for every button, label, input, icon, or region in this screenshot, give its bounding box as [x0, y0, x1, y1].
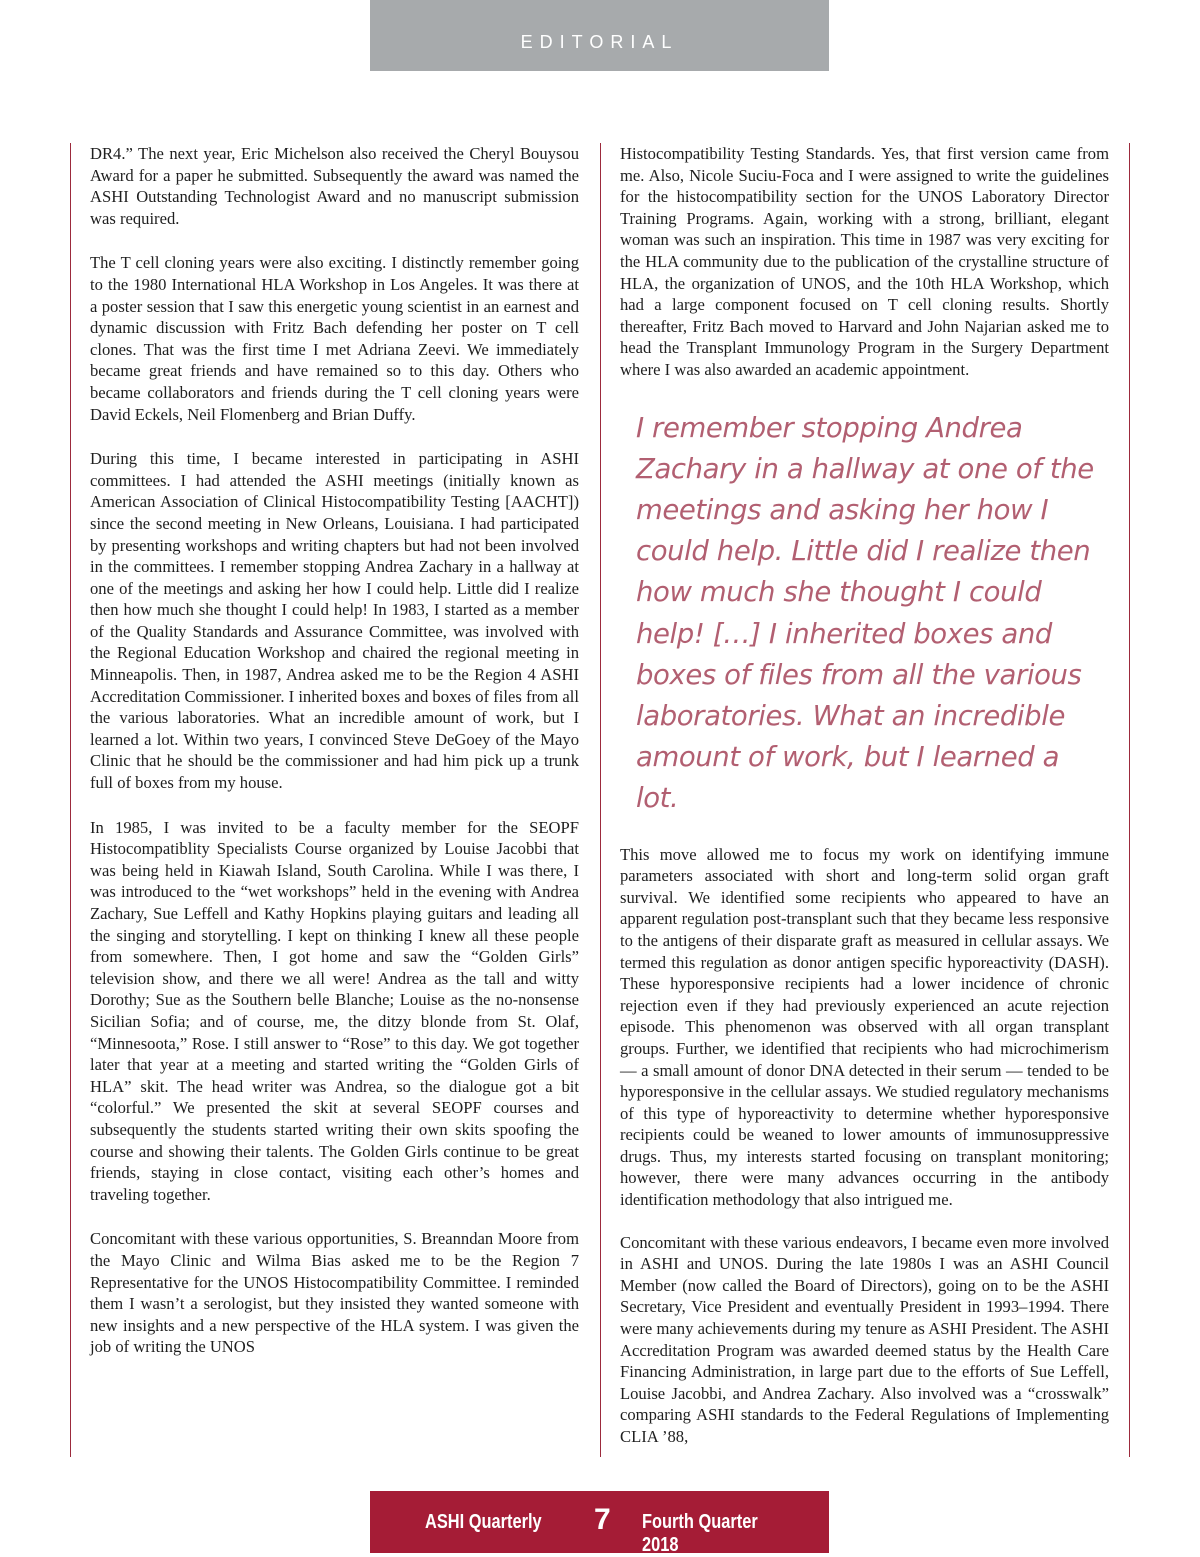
column-divider-rule [600, 143, 601, 1457]
issue-date: Fourth Quarter 2018 [642, 1511, 758, 1556]
right-margin-rule [1129, 143, 1130, 1457]
left-column [90, 143, 579, 1381]
left-margin-rule [70, 143, 71, 1457]
body-paragraph: Histocompatibility Testing Standards. Yes, that first version came from me. Also, Nicole Suciu-Foca and I were assigned to write the guidelines for the histocompatibility section for the UNOS Laboratory Director Training Programs. Again, working with a strong, brilliant, elegant woman was such an inspiration. This time in 1987 was very exciting for the HLA community due to the publication of the crystalline structure of HLA, the organization of UNOS, and the 10th HLA Workshop, which had a large component focused on T cell cloning results. Shortly thereafter, Fritz Bach moved to Harvard and John Najarian asked me to head the Transplant Immunology Program in the Surgery Department where I was also awarded an academic appointment. [620, 144, 1109, 379]
body-paragraph: The T cell cloning years were also exciting. I distinctly remember going to the 1980 International HLA Workshop in Los Angeles. It was there at a poster session that I saw this energetic young scientist in an earnest and dynamic discussion with Fritz Bach defending her poster on T cell clones. That was the first time I met Adriana Zeevi. We immediately became great friends and have remained so to this day. Others who became collaborators and friends during the T cell cloning years were David Eckels, Neil Flomenberg and Brian Duffy. [90, 253, 579, 424]
right-column [620, 143, 1109, 1469]
body-paragraph: DR4.” The next year, Eric Michelson also received the Cheryl Bouysou Award for a paper he submitted. Subsequently the award was named the ASHI Outstanding Technologist Award and no manuscript submission was required. [90, 144, 579, 228]
page-number: 7 [594, 1503, 611, 1536]
footer-bar [370, 1491, 829, 1556]
body-paragraph: During this time, I became interested in participating in ASHI committees. I had attended the ASHI meetings (initially known as American Association of Clinical Histocompatibility Testing [AACHT]) since the second meeting in New Orleans, Louisiana. I had participated by presenting workshops and writing chapters but had not been involved in the committees. I remember stopping Andrea Zachary in a hallway at one of the meetings and asking her how I could help. Little did I realize then how much she thought I could help! In 1983, I started as a member of the Quality Standards and Assurance Committee, was involved with the Regional Education Workshop and chaired the regional meeting in Minneapolis. Then, in 1987, Andrea asked me to be the Region 4 ASHI Accreditation Commissioner. I inherited boxes and boxes of files from all the various laboratories. What an incredible amount of work, but I learned a lot. Within two years, I convinced Steve DeGoey of the Mayo Clinic that he should be the commissioner and had him pick up a trunk full of boxes from my house. [90, 449, 579, 793]
pull-quote: I remember stopping Andrea Zachary in a hallway at one of the meetings and asking her how I could help. Little did I realize then how much she thought I could help! […] I inherited boxes and boxes of files from all the various laboratories. What an incredible amount of work, but I learned a lot. [636, 411, 1094, 815]
body-paragraph: This move allowed me to focus my work on identifying immune parameters associated with short and long-term solid organ graft survival. We identified some recipients who appeared to have an apparent regulation post-transplant such that they became less responsive to the antigens of their disparate graft as measured in cellular assays. We termed this regulation as donor antigen specific hyporeactivity (DASH). These hyporesponsive recipients had a lower incidence of chronic rejection even if they had previously experienced an acute rejection episode. This phenomenon was observed with all organ transplant groups. Further, we identified that recipients who had microchimerism — a small amount of donor DNA detected in their serum — tended to be hyporesponsive in the cellular assays. We studied regulatory mechanisms of this type of hyporeactivity to determine whether hyporesponsive recipients could be weaned to lower amounts of immunosuppressive drugs. Thus, my interests started focusing on transplant monitoring; however, there were many advances occurring in the antibody identification methodology that also intrigued me. [620, 844, 1109, 1210]
publication-name: ASHI Quarterly [425, 1511, 542, 1533]
body-paragraph: In 1985, I was invited to be a faculty member for the SEOPF Histocompatiblity Specialists Course organized by Louise Jacobbi that was being held in Kiawah Island, South Carolina. While I was there, I was introduced to the “wet workshops” held in the evening with Andrea Zachary, Sue Leffell and Kathy Hopkins playing guitars and leading all the singing and storytelling. I kept on thinking I knew all these people from somewhere. Then, I got home and saw the “Golden Girls” television show, and there we all were! Andrea as the tall and witty Dorothy; Sue as the Southern belle Blanche; Louise as the no-nonsense Sicilian Sofia; and of course, me, the ditzy blonde from St. Olaf, “Minnesoota,” Rose. I still answer to “Rose” to this day. We got together later that year at a meeting and started writing the “Golden Girls of HLA” skit. The head writer was Andrea, so the dialogue got a bit “colorful.” We presented the skit at several SEOPF courses and subsequently the students started writing their own skits spoofing the course and showing their talents. The Golden Girls continue to be great friends, staying in close contact, visiting each other’s homes and traveling together. [90, 817, 579, 1204]
section-header: EDITORIAL [370, 0, 829, 71]
body-paragraph: Concomitant with these various opportunities, S. Breanndan Moore from the Mayo Clinic and Wilma Bias asked me to be the Region 7 Representative for the UNOS Histocompatibility Committee. I reminded them I wasn’t a serologist, but they insisted they wanted someone with new insights and a new perspective of the HLA system. I was given the job of writing the UNOS [90, 1229, 579, 1357]
body-paragraph: Concomitant with these various endeavors, I became even more involved in ASHI and UNOS. During the late 1980s I was an ASHI Council Member (now called the Board of Directors), going on to be the ASHI Secretary, Vice President and eventually President in 1993–1994. There were many achievements during my tenure as ASHI President. The ASHI Accreditation Program was awarded deemed status by the Health Care Financing Administration, in large part due to the efforts of Sue Leffell, Louise Jacobbi, and Andrea Zachary. Also involved was a “crosswalk” comparing ASHI standards to the Federal Regulations of Implementing CLIA ’88, [620, 1232, 1109, 1446]
